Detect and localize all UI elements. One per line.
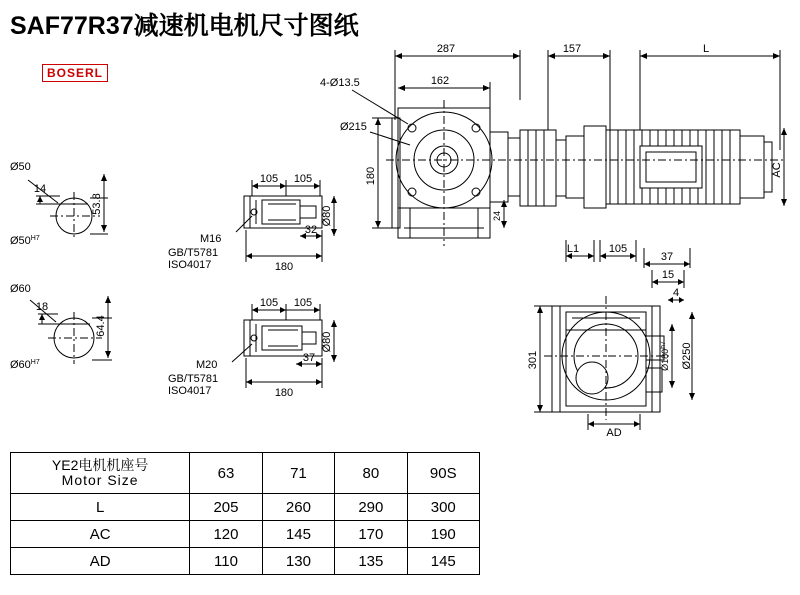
table-row bbox=[11, 521, 480, 548]
table-header-en: Motor Size bbox=[61, 472, 139, 488]
table-col-63: 63 bbox=[190, 453, 262, 494]
dim-o50: Ø50 bbox=[10, 161, 31, 173]
dim-157: 157 bbox=[562, 43, 582, 55]
cell-AD-80: 135 bbox=[335, 548, 407, 575]
dim-L1: L1 bbox=[566, 243, 580, 255]
dim-105-d: 105 bbox=[293, 297, 313, 309]
dim-180-b: 180 bbox=[274, 387, 294, 399]
cell-L-80: 290 bbox=[335, 494, 407, 521]
dim-105-b: 105 bbox=[293, 173, 313, 185]
table-header-label bbox=[11, 453, 190, 494]
label-m20: M20 bbox=[196, 359, 218, 371]
dim-37-b: 37 bbox=[660, 251, 674, 263]
cell-L-63: 205 bbox=[190, 494, 262, 521]
cell-AD-90s: 145 bbox=[407, 548, 479, 575]
cell-L-71: 260 bbox=[262, 494, 334, 521]
dim-4: 4 bbox=[672, 287, 680, 299]
row-label-L: L bbox=[11, 494, 190, 521]
table-col-90s: 90S bbox=[407, 453, 479, 494]
dim-105-c: 105 bbox=[259, 297, 279, 309]
dim-o60h7: $Ø60^{H7}$ bbox=[10, 359, 40, 371]
cell-AC-90s: 190 bbox=[407, 521, 479, 548]
dim-180-a: 180 bbox=[274, 261, 294, 273]
row-label-AD: AD bbox=[11, 548, 190, 575]
label-gb-1: GB/T5781 bbox=[168, 247, 219, 259]
dim-o60: Ø60 bbox=[10, 283, 31, 295]
dim-301: 301 bbox=[527, 350, 539, 370]
dim-53-8: 53.8 bbox=[91, 193, 103, 215]
table-col-80: 80 bbox=[335, 453, 407, 494]
dim-o50h7: $Ø50^{H7}$ bbox=[10, 235, 40, 247]
cell-AC-80: 170 bbox=[335, 521, 407, 548]
motor-size-table bbox=[10, 452, 480, 575]
dim-287: 287 bbox=[436, 43, 456, 55]
page-title: SAF77R37减速机电机尺寸图纸 bbox=[10, 12, 359, 40]
cell-AD-63: 110 bbox=[190, 548, 262, 575]
dim-24: 24 bbox=[492, 210, 502, 222]
dim-AD: AD bbox=[606, 427, 622, 439]
dim-o250: Ø250 bbox=[681, 342, 693, 370]
cell-L-90s: 300 bbox=[407, 494, 479, 521]
label-m16: M16 bbox=[200, 233, 222, 245]
label-iso-1: ISO4017 bbox=[168, 259, 212, 271]
dim-o180h7: $Ø180^{h7}$ bbox=[660, 341, 670, 371]
dim-14: 14 bbox=[33, 183, 47, 195]
dim-o80-b: Ø80 bbox=[321, 331, 333, 353]
dim-15: 15 bbox=[661, 269, 675, 281]
table-row bbox=[11, 548, 480, 575]
dim-o80-a: Ø80 bbox=[321, 205, 333, 227]
dim-AC: AC bbox=[771, 162, 783, 178]
label-iso-2: ISO4017 bbox=[168, 385, 212, 397]
cell-AC-63: 120 bbox=[190, 521, 262, 548]
dim-4-holes: 4-Ø13.5 bbox=[320, 77, 360, 89]
cell-AC-71: 145 bbox=[262, 521, 334, 548]
dim-o215: Ø215 bbox=[340, 121, 367, 133]
dim-32: 32 bbox=[304, 224, 318, 236]
dim-105-e: 105 bbox=[608, 243, 628, 255]
label-gb-2: GB/T5781 bbox=[168, 373, 219, 385]
table-header-cn: YE2电机机座号 bbox=[51, 457, 149, 474]
dim-L: L bbox=[702, 43, 710, 55]
dim-18: 18 bbox=[35, 301, 49, 313]
dim-162: 162 bbox=[430, 75, 450, 87]
cell-AD-71: 130 bbox=[262, 548, 334, 575]
row-label-AC: AC bbox=[11, 521, 190, 548]
table-row bbox=[11, 453, 480, 494]
table-row bbox=[11, 494, 480, 521]
dim-37-a: 37 bbox=[302, 352, 316, 364]
table-col-71: 71 bbox=[262, 453, 334, 494]
dim-105-a: 105 bbox=[259, 173, 279, 185]
dim-180-main: 180 bbox=[365, 166, 377, 186]
dim-64-4: 64.4 bbox=[95, 315, 107, 337]
brand-logo: BOSERL bbox=[42, 64, 108, 82]
